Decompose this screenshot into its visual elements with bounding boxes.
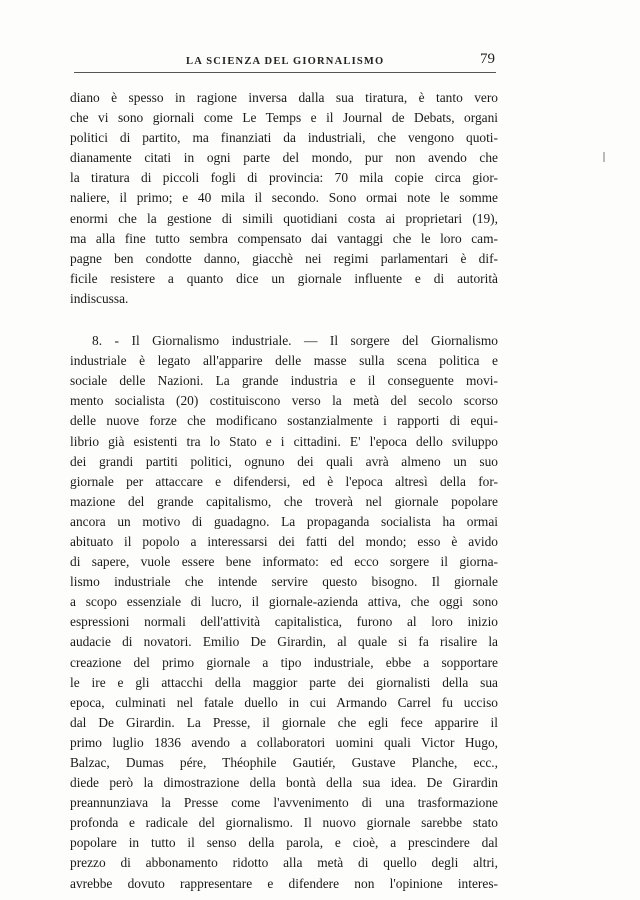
text-line: giornale per attaccare e difendersi, ed è l'epoca altresì della for- — [70, 473, 498, 489]
text-line: ancora un motivo di guadagno. La propaganda socialista ha ormai — [70, 513, 498, 529]
margin-mark — [603, 152, 605, 162]
text-line: la tiratura di piccoli fogli di provincia: 70 mila copie circa gior- — [70, 170, 498, 186]
running-head: LA SCIENZA DEL GIORNALISMO — [186, 56, 385, 67]
text-line: naliere, il primo; e 40 mila il secondo. Sono ormai note le somme — [70, 190, 498, 206]
text-line: avrebbe dovuto rappresentare e difendere non l'opinione interes- — [70, 875, 498, 891]
text-line: industriale è legato all'apparire delle masse sulla scena politica e — [70, 353, 498, 369]
page-number: 79 — [480, 51, 495, 67]
text-line: che vi sono giornali come Le Temps e il Journal de Debats, organi — [70, 110, 498, 126]
text-line: Balzac, Dumas pére, Théophile Gautiér, Gustave Planche, ecc., — [70, 755, 498, 770]
text-line: a scopo essenziale di lucro, il giornale-azienda attiva, che oggi sono — [70, 594, 498, 610]
text-line: politici di partito, ma finanziati da industriali, che vengono quoti- — [70, 130, 498, 146]
text-line: profonda e radicale del giornalismo. Il nuovo giornale sarebbe stato — [70, 815, 498, 831]
body-text — [70, 88, 498, 894]
text-line: diede però la dimostrazione della bontà della sua idea. De Girardin — [70, 775, 498, 791]
text-line: pagne ben condotte danno, giacchè nei regimi parlamentari è dif- — [70, 250, 498, 266]
header-rule — [74, 72, 496, 73]
text-line: popolare in tutto il senso della parola, e cioè, a prescindere dal — [70, 835, 498, 851]
text-line: ficile resistere a quanto dice un giornale influente e di autorità — [70, 270, 498, 286]
text-line: enormi che la gestione di simili quotidiani costa ai proprietari (19), — [70, 210, 498, 226]
text-line: creazione del primo giornale a tipo industriale, ebbe a sopportare — [70, 654, 498, 670]
text-line: prezzo di abbonamento ridotto alla metà di quello degli altri, — [70, 855, 498, 871]
text-line: preannunziava la Presse come l'avvenimento di una trasformazione — [70, 795, 498, 811]
text-line: dal De Girardin. La Presse, il giornale che egli fece apparire il — [70, 714, 498, 730]
text-line: dei grandi partiti politici, ognuno dei quali avrà almeno un suo — [70, 453, 498, 469]
text-line: epoca, culminati nel fatale duello in cui Armando Carrel fu ucciso — [70, 694, 498, 710]
paragraph-2 — [70, 331, 498, 894]
section-heading-line: 8. - Il Giornalismo industriale. — Il sorgere del Giornalismo — [92, 333, 498, 349]
text-line: audacie di novatori. Emilio De Girardin, al quale si fa risalire la — [70, 634, 498, 650]
text-line: primo luglio 1836 avendo a collaboratori uomini quali Victor Hugo, — [70, 734, 498, 750]
text-line: indiscussa. — [70, 290, 129, 306]
paragraph-gap — [70, 309, 498, 331]
text-line: le ire e gli attacchi della maggior parte dei giornalisti della sua — [70, 674, 498, 690]
text-line: espressioni normali dell'attività capitalistica, furono al loro inizio — [70, 614, 498, 630]
text-line: sociale delle Nazioni. La grande industria e il conseguente movi- — [70, 373, 498, 389]
text-line: ma alla fine tutto sembra compensato dai vantaggi che le loro cam- — [70, 230, 498, 246]
text-line: lismo industriale che intende servire questo bisogno. Il giornale — [70, 574, 498, 590]
text-line: diano è spesso in ragione inversa dalla sua tiratura, è tanto vero — [70, 90, 498, 105]
paragraph-1 — [70, 88, 498, 309]
text-line: delle nuove forze che modificano sostanzialmente i rapporti di equi- — [70, 413, 498, 429]
text-line: dianamente citati in ogni parte del mondo, pur non avendo che — [70, 150, 498, 166]
text-line: abituato il popolo a interessarsi dei fatti del mondo; esso è avido — [70, 533, 498, 549]
text-line: librio già esistenti tra lo Stato e i cittadini. E' l'epoca dello sviluppo — [70, 433, 498, 449]
text-line: mento socialista (20) costituiscono verso la metà del secolo scorso — [70, 393, 498, 409]
text-line: di sapere, vuole essere bene informato: ed ecco sorgere il giorna- — [70, 554, 498, 570]
text-line: mazione del grande capitalismo, che troverà nel giornale popolare — [70, 493, 498, 509]
